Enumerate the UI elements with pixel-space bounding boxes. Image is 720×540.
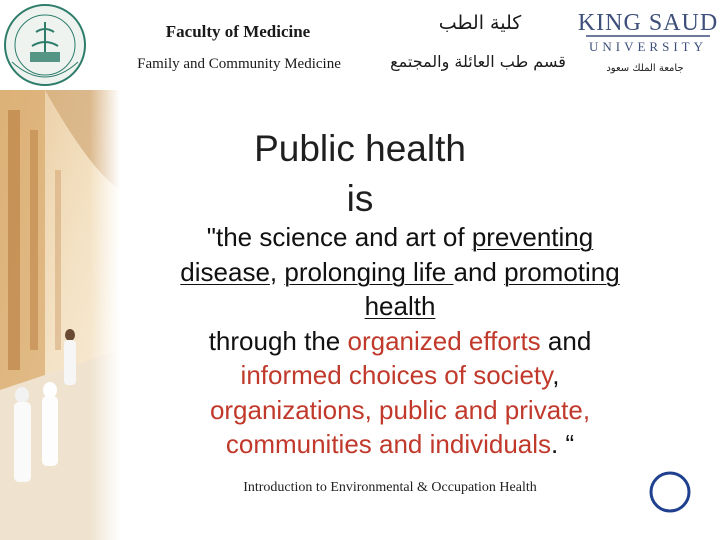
university-name-ar: جامعة الملك سعود: [606, 63, 684, 74]
slide-nav-button[interactable]: [648, 470, 692, 514]
campus-photo: [0, 90, 120, 540]
quote-prolonging-life: prolonging life: [284, 256, 454, 287]
faculty-title-ar: كلية الطب: [438, 12, 522, 34]
svg-text:KING SAUD: KING SAUD: [578, 10, 718, 36]
quote-text: "the science and art of: [206, 222, 472, 252]
quote-disease: disease: [180, 256, 270, 287]
faculty-title-en: Faculty of Medicine: [165, 22, 311, 41]
quote-health: health: [364, 291, 436, 321]
quote-text: through the: [208, 325, 348, 356]
title-line-2: is: [346, 178, 374, 219]
svg-text:UNIVERSITY: UNIVERSITY: [589, 39, 707, 54]
department-title-en: Family and Community Medicine: [137, 56, 341, 72]
quote-promoting: promoting: [504, 256, 620, 287]
quote-preventing: preventing: [471, 222, 594, 252]
quote-communities: communities and individuals: [225, 429, 552, 459]
quote-text: ,: [552, 360, 560, 390]
university-seal-icon: [2, 2, 88, 88]
slide-title: [200, 124, 520, 224]
department-title-ar: قسم طب العائلة والمجتمع: [390, 52, 566, 71]
quote-informed-choices: informed choices of society: [240, 360, 553, 390]
quote-text: ,: [269, 256, 285, 287]
king-saud-university-logo: [578, 6, 718, 56]
definition-quote: [120, 220, 680, 462]
title-line-1: Public health: [254, 128, 466, 169]
quote-organizations: organizations: [209, 394, 365, 425]
quote-public-private: , public and private,: [364, 394, 591, 425]
slide-footer: Introduction to Environmental & Occupation Health: [243, 480, 537, 495]
quote-text: and: [540, 325, 592, 356]
quote-organized-efforts: organized efforts: [347, 325, 541, 356]
quote-text: . “: [551, 429, 575, 459]
quote-text: and: [453, 256, 505, 287]
